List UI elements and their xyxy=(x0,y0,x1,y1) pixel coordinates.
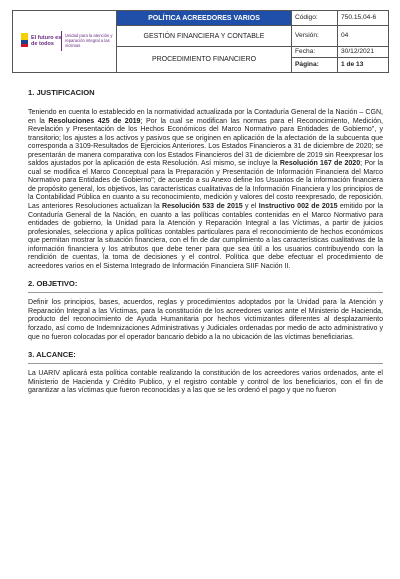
metadata-column xyxy=(291,11,388,72)
pagina-row xyxy=(292,58,388,72)
logo-entity-name: Unidad para la atención y reparación integral a las víctimas xyxy=(65,33,113,48)
pagina-value: 1 de 13 xyxy=(337,58,363,72)
version-label: Versión: xyxy=(295,32,319,39)
section-2-paragraph: Definir los principios, bases, acuerdos, reglas y procedimientos adoptados por la Unidad para la Atención y Reparación Integral a las Víctimas, para la constitución de los acreedores varios ante el Ministerio de Hacienda, producto del reconocimiento de Ayuda Humanitaria por hechos victimizantes diferentes al desplazamiento forzado, así como de Indemnizaciones Administrativas y Judiciales ordenadas por medio de acto administrativo y que no fueron colocadas por el operador bancario debido a la no ubicación de las víctimas beneficiarias. xyxy=(28,299,383,341)
ref-resolucion-425: Resoluciones 425 de 2019 xyxy=(48,117,141,125)
title-column xyxy=(117,11,291,72)
codigo-label: Código: xyxy=(295,14,318,21)
document-area: GESTIÓN FINANCIERA Y CONTABLE xyxy=(117,26,291,47)
fecha-label: Fecha: xyxy=(295,48,316,55)
section-1-title: 1. JUSTIFICACION xyxy=(28,88,95,97)
codigo-value: 750.15.04-6 xyxy=(337,11,376,25)
version-value: 04 xyxy=(337,26,348,46)
fecha-value: 30/12/2021 xyxy=(337,47,374,57)
logo-divider xyxy=(61,31,62,51)
logo-slogan: El futuro es de todos xyxy=(31,35,62,47)
section-3-paragraph: La UARIV aplicará esta política contable realizando la constitución de los acreedores varios ordenados, ante el Ministerio de Hacienda y Crédito Publico, y el registro contable y control de los beneficiarios, con el fin de garantizar a las víctimas que fueron reconocidas y a las que se les ordenó el pago y que no fueron xyxy=(28,370,383,395)
version-row xyxy=(292,26,388,47)
document-header xyxy=(12,10,389,73)
ref-resolucion-167: Resolución 167 de 2020 xyxy=(279,160,361,168)
section-3-title: 3. ALCANCE: xyxy=(28,350,76,360)
document-body xyxy=(28,88,383,396)
section-1-paragraph: Teniendo en cuenta lo establecido en la normatividad actualizada por la Contaduría General de la Nación – CGN, en la Resoluciones 425 de 2019; Por la cual se modifican las normas para el Reconocimiento, Medición, Revelación y Presentación de los Hechos Económicos del Marco Normativo para Entidades de Gobierno", y transitorio; los ajustes a los activos y pasivos que se originen en aplicación de la afectación de la subcuenta que corresponda a 3109-Resultados de Ejercicios Anteriores. Los Estados Financieros a 31 de diciembre de 2020; se presentarán de manera comparativa con los Estados Financieros del 31 de diciembre de 2019 sin Reexpresar los saldos ajustados por la aplicación de esta Resolución. Así mismo, se incluye la Resolución 167 de 2020; Por la cual se modifica el Marco Conceptual para la Preparación y Presentación de Información Financiera del Marco Normativo para Entidades de Gobierno"; de acuerdo a su Anexo define los Usuarios de la información financiera de propósito general, los objetivos, las características cualitativas de la Información Financiera y los principios de la Contabilidad Pública en cuanto a su reconocimiento, medición y valores del costo reexpresado, de reposición. Las anteriores Resoluciones actualizan la Resolución 533 de 2015 y el Instructivo 002 de 2015 emitido por la Contaduría General de la Nación, en cuanto a las políticas contables contenidas en el Marco Normativo para entidades de gobierno, la Unidad para la Atención y Reparación Integral a las Víctimas, a partir de juicios profesionales, selecciona y aplica políticas contables particulares para el reconocimiento de hechos económicos que permitan mostrar la situación financiera, con el fin de dar cumplimiento a las características cualitativas de la información financiera y los atributos que debe tener para que sea útil a los usuarios contribuyendo con la rendición de cuentas, la toma de decisiones y el control. Política que debe efectuar el procedimiento de acreedores varios en el Sistema Integrado de Información Financiera SIIF Nación II. xyxy=(28,109,384,270)
pagina-label: Página: xyxy=(295,61,319,68)
fecha-row xyxy=(292,47,388,58)
codigo-row xyxy=(292,11,388,26)
document-procedure: PROCEDIMIENTO FINANCIERO xyxy=(151,56,257,63)
ref-resolucion-533: Resolución 533 de 2015 xyxy=(162,203,243,211)
logo-cell xyxy=(13,11,117,72)
section-2-title: 2. OBJETIVO: xyxy=(28,279,78,289)
colombia-flag-icon xyxy=(21,33,28,47)
ref-instructivo-002: Instructivo 002 de 2015 xyxy=(258,203,338,211)
document-title: POLÍTICA ACREEDORES VARIOS xyxy=(117,11,291,26)
